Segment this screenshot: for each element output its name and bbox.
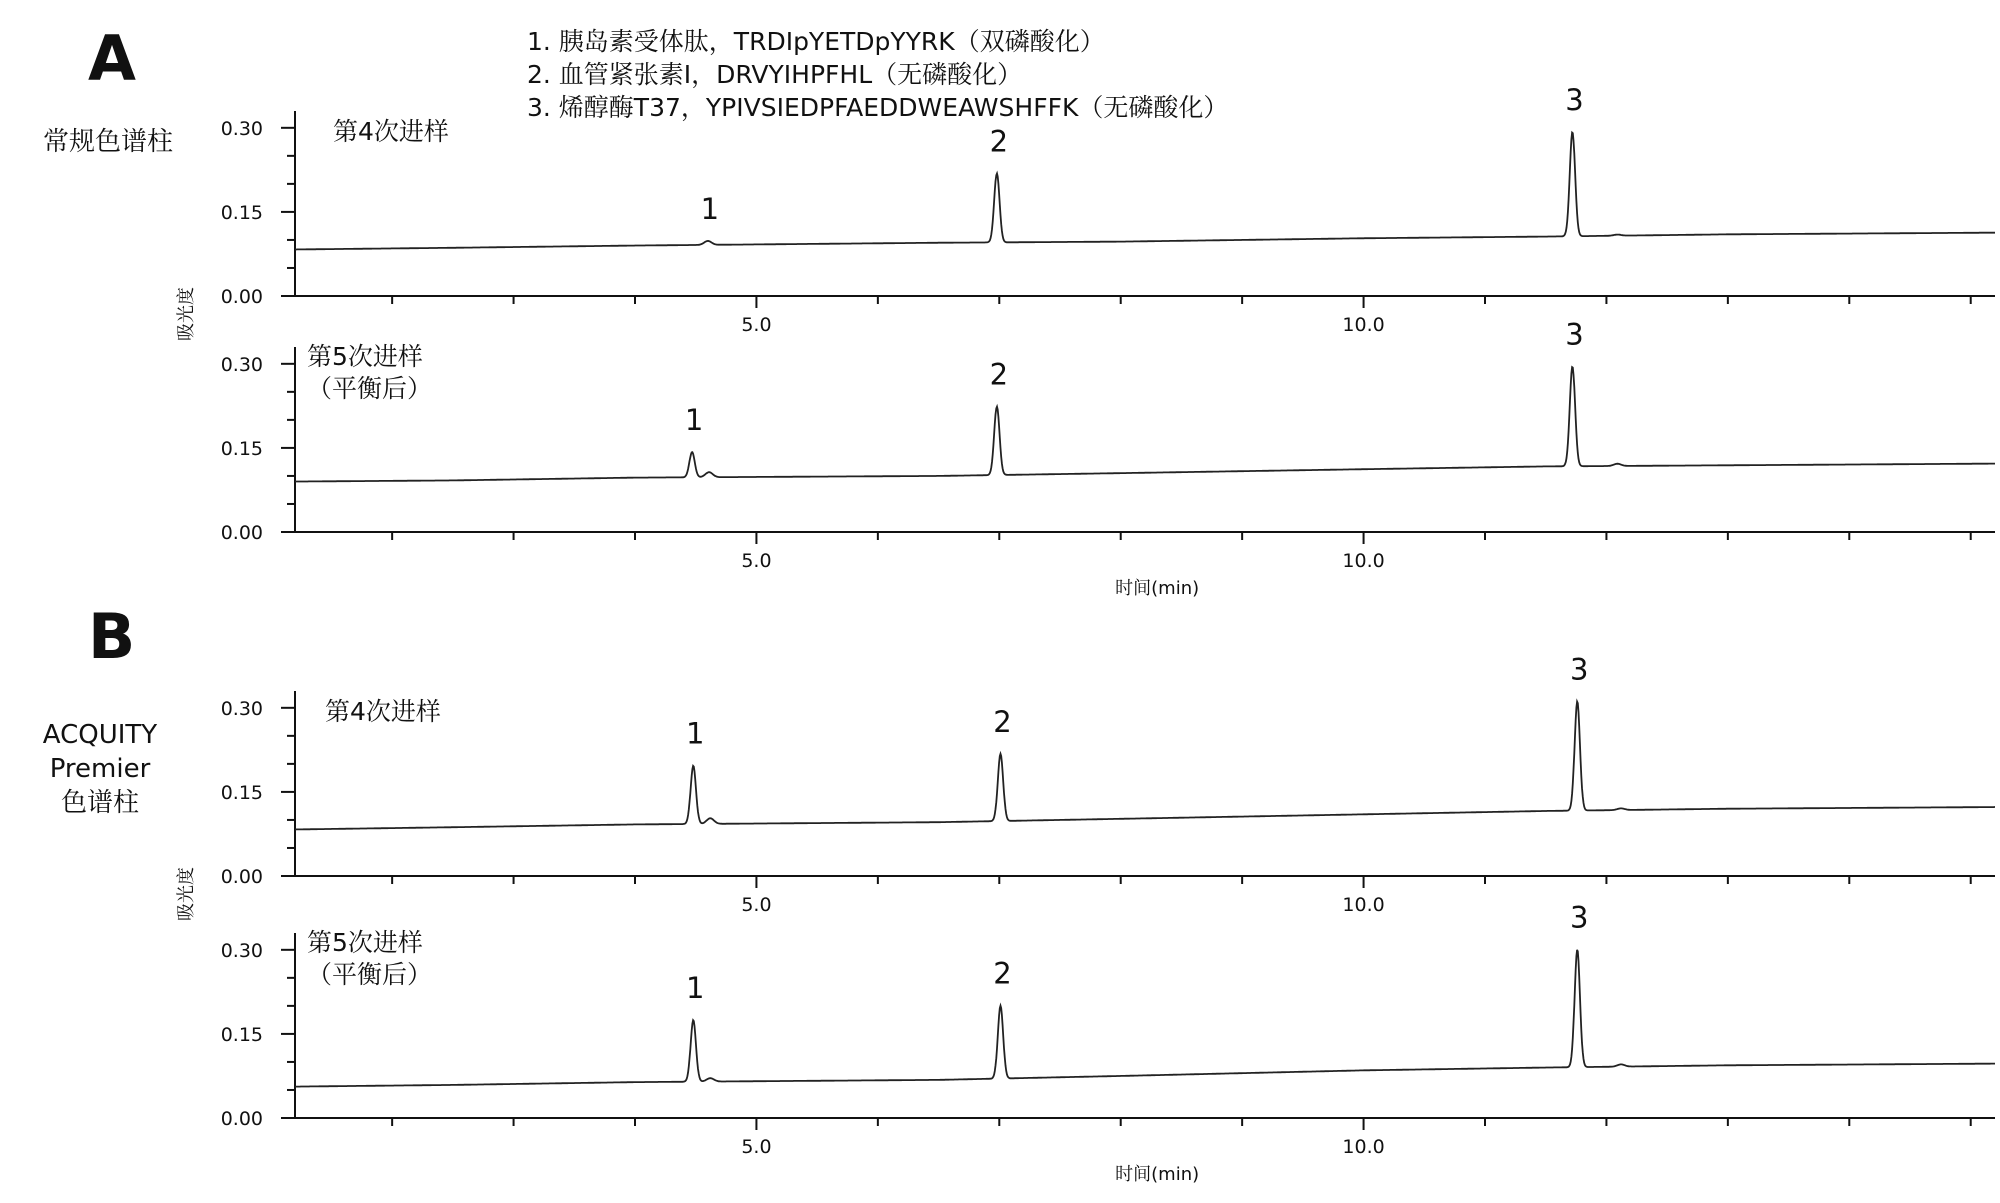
x-tick-label: 10.0 — [1342, 894, 1385, 916]
y-tick-label: 0.15 — [220, 201, 263, 224]
peak-legend-item: 3. 烯醇酶T37，YPIVSIEDPFAEDDWEAWSHFFK（无磷酸化） — [527, 93, 1229, 122]
y-tick-label: 0.30 — [220, 353, 263, 376]
injection-note: 第4次进样 — [333, 117, 449, 146]
injection-note: 第5次进样 — [307, 928, 423, 957]
chromatogram-trace — [295, 702, 1995, 830]
peak-label-1: 1 — [684, 403, 704, 438]
chromatogram-trace — [295, 367, 1995, 481]
panel-b-injection-4 — [176, 652, 1995, 921]
y-tick-label: 0.00 — [220, 866, 263, 888]
panel-a-injection-5 — [221, 317, 1995, 599]
panel-b-injection-5 — [221, 900, 1995, 1185]
peak-label-1: 1 — [700, 191, 720, 226]
injection-note: （平衡后） — [307, 960, 433, 989]
x-tick-label: 10.0 — [1342, 550, 1385, 572]
peak-label-3: 3 — [1570, 900, 1589, 935]
peak-label-3: 3 — [1570, 652, 1589, 687]
y-tick-label: 0.00 — [220, 522, 263, 544]
chromatogram-trace — [295, 950, 1995, 1087]
x-tick-label: 5.0 — [741, 894, 772, 916]
peak-label-1: 1 — [686, 716, 705, 751]
x-axis-title: 时间(min) — [1115, 578, 1200, 599]
column-label-line: Premier — [49, 754, 151, 784]
x-axis-title: 时间(min) — [1115, 1164, 1200, 1185]
injection-note: （平衡后） — [307, 374, 433, 403]
y-tick-label: 0.00 — [220, 286, 263, 308]
y-axis-title: 吸光度 — [176, 867, 197, 921]
y-tick-label: 0.15 — [220, 437, 263, 460]
peak-label-2: 2 — [989, 357, 1009, 392]
chromatogram-panels — [176, 83, 1995, 1185]
peak-label-2: 2 — [993, 704, 1012, 739]
injection-note: 第4次进样 — [325, 697, 441, 726]
section-letter-b: B — [88, 600, 136, 673]
peak-label-1: 1 — [686, 971, 705, 1006]
x-tick-label: 5.0 — [741, 314, 772, 336]
y-tick-label: 0.30 — [220, 117, 263, 140]
peak-legend-item: 2. 血管紧张素I，DRVYIHPFHL（无磷酸化） — [527, 60, 1023, 89]
y-tick-label: 0.30 — [220, 939, 263, 962]
injection-note: 第5次进样 — [307, 342, 423, 371]
section-letter-a: A — [88, 22, 136, 95]
column-label-line: 常规色谱柱 — [42, 127, 174, 157]
chromatogram-trace — [295, 133, 1995, 250]
peak-legend-item: 1. 胰岛素受体肽，TRDIpYETDpYYRK（双磷酸化） — [527, 27, 1105, 56]
y-tick-label: 0.00 — [220, 1108, 263, 1130]
peak-label-3: 3 — [1565, 82, 1584, 117]
x-tick-label: 5.0 — [741, 550, 772, 572]
x-tick-label: 10.0 — [1342, 314, 1385, 336]
y-tick-label: 0.15 — [220, 781, 263, 804]
peak-label-2: 2 — [993, 956, 1012, 991]
y-axis-title: 吸光度 — [176, 287, 197, 341]
x-tick-label: 10.0 — [1342, 1136, 1385, 1158]
x-tick-label: 5.0 — [741, 1136, 772, 1158]
peak-label-3: 3 — [1565, 317, 1584, 352]
peak-label-2: 2 — [989, 124, 1009, 159]
column-label-line: 色谱柱 — [60, 788, 140, 818]
column-label-line: ACQUITY — [42, 720, 158, 750]
y-tick-label: 0.15 — [220, 1023, 263, 1046]
y-tick-label: 0.30 — [220, 697, 263, 720]
